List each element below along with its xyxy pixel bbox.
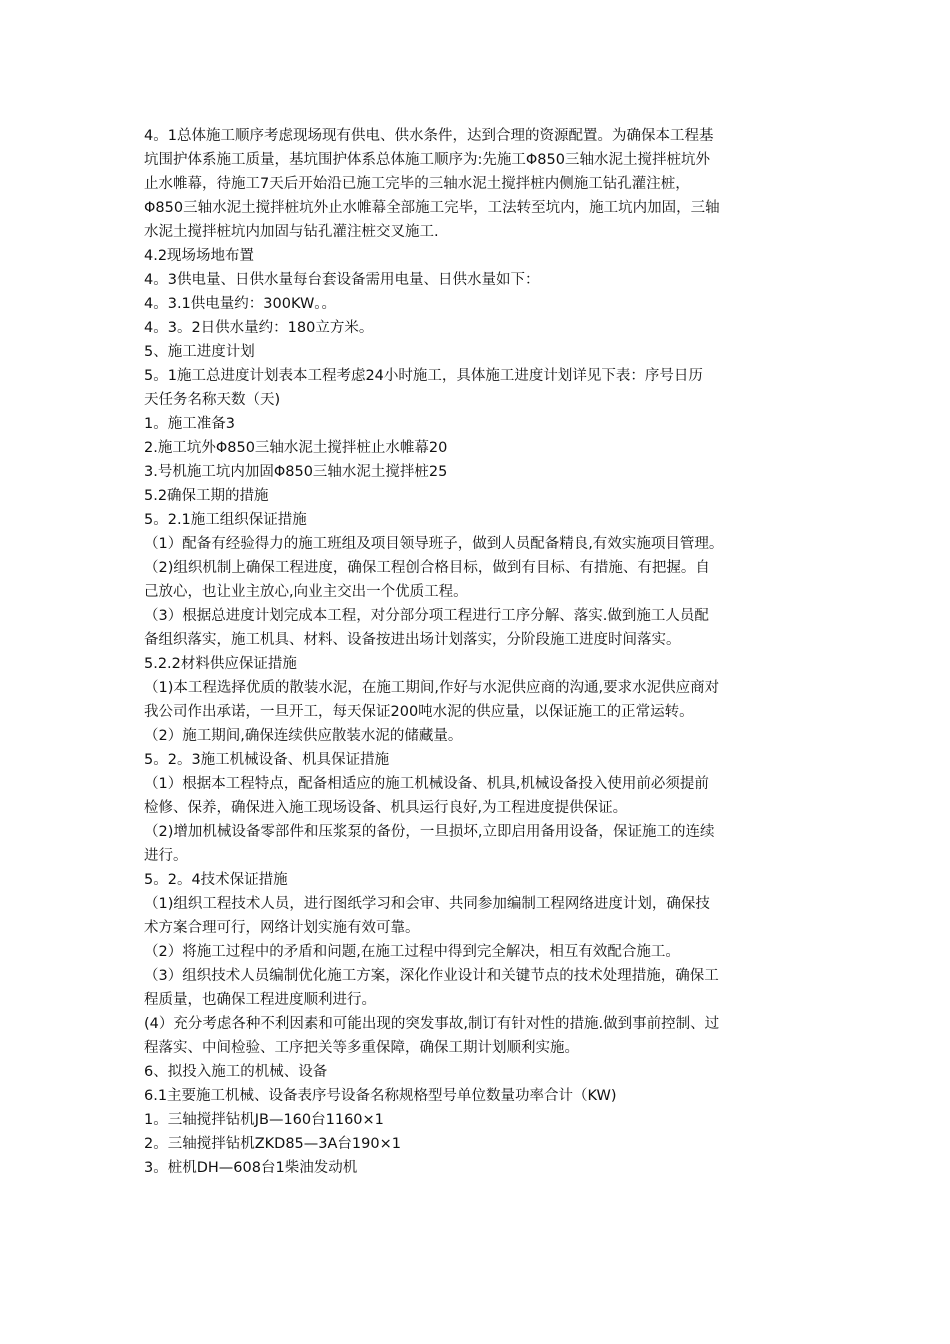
text-line: 4。3供电量、日供水量每台套设备需用电量、日供水量如下： [144,272,540,288]
text-line: 3.号机施工坑内加固Φ850三轴水泥土搅拌桩25 [144,464,448,480]
text-line: 水泥土搅拌桩坑内加固与钻孔灌注桩交叉施工. [144,224,439,240]
text-line: （1）配备有经验得力的施工班组及项目领导班子，做到人员配备精良,有效实施项目管理。 [144,536,724,552]
text-line: 止水帷幕，待施工7天后开始沿已施工完毕的三轴水泥土搅拌桩内侧施工钻孔灌注桩， [144,176,690,192]
text-line: 进行。 [144,848,188,864]
text-line: （2）施工期间,确保连续供应散装水泥的储藏量。 [144,728,463,744]
text-line: （3）根据总进度计划完成本工程，对分部分项工程进行工序分解、落实.做到施工人员配 [144,608,709,624]
text-line: Φ850三轴水泥土搅拌桩坑外止水帷幕全部施工完毕，工法转至坑内，施工坑内加固，三轴 [144,200,720,216]
text-line: （2)组织机制上确保工程进度，确保工程创合格目标，做到有目标、有措施、有把握。自 [144,560,710,576]
text-line: 4。1总体施工顺序考虑现场现有供电、供水条件，达到合理的资源配置。为确保本工程基 [144,128,714,144]
section-heading: 5。2.1施工组织保证措施 [144,512,307,528]
text-line: 程落实、中间检验、工序把关等多重保障，确保工期计划顺利实施。 [144,1040,579,1056]
text-line: 检修、保养，确保进入施工现场设备、机具运行良好,为工程进度提供保证。 [144,800,628,816]
text-line: 4。3.1供电量约：300KW。。 [144,296,337,312]
text-line: 备组织落实，施工机具、材料、设备按进出场计划落实，分阶段施工进度时间落实。 [144,632,681,648]
text-line: 3。桩机DH—608台1柴油发动机 [144,1160,358,1176]
section-heading: 5。2。4技术保证措施 [144,872,288,888]
text-line: 1。三轴搅拌钻机JB—160台1160×1 [144,1112,384,1128]
text-line: (4）充分考虑各种不利因素和可能出现的突发事故,制订有针对性的措施.做到事前控制、过 [144,1016,720,1032]
section-heading: 5.2确保工期的措施 [144,488,269,504]
text-line: 5。1施工总进度计划表本工程考虑24小时施工，具体施工进度计划详见下表：序号日历 [144,368,703,384]
text-line: （2)增加机械设备零部件和压浆泵的备份，一旦损坏,立即启用备用设备，保证施工的连续 [144,824,715,840]
text-line: （2）将施工过程中的矛盾和问题,在施工过程中得到完全解决，相互有效配合施工。 [144,944,680,960]
text-line: 天任务名称天数（天) [144,392,281,408]
text-line: 2。三轴搅拌钻机ZKD85—3A台190×1 [144,1136,401,1152]
text-line: 我公司作出承诺，一旦开工，每天保证200吨水泥的供应量，以保证施工的正常运转。 [144,704,694,720]
text-line: （1）根据本工程特点，配备相适应的施工机械设备、机具,机械设备投入使用前必须提前 [144,776,709,792]
text-line: （1)组织工程技术人员，进行图纸学习和会审、共同参加编制工程网络进度计划，确保技 [144,896,710,912]
section-heading: 4.2现场场地布置 [144,248,255,264]
text-line: 1。施工准备3 [144,416,235,432]
document-page [144,124,816,1180]
text-line: 术方案合理可行，网络计划实施有效可靠。 [144,920,420,936]
text-line: 4。3。2日供水量约：180立方米。 [144,320,374,336]
section-heading: 6、拟投入施工的机械、设备 [144,1064,328,1080]
text-line: 6.1主要施工机械、设备表序号设备名称规格型号单位数量功率合计（KW) [144,1088,617,1104]
section-heading: 5。2。3施工机械设备、机具保证措施 [144,752,390,768]
text-line: 坑围护体系施工质量，基坑围护体系总体施工顺序为:先施工Φ850三轴水泥土搅拌桩坑外 [144,152,710,168]
text-line: （1)本工程选择优质的散装水泥，在施工期间,作好与水泥供应商的沟通,要求水泥供应商对 [144,680,720,696]
section-heading: 5、施工进度计划 [144,344,255,360]
text-line: 己放心，也让业主放心,向业主交出一个优质工程。 [144,584,468,600]
text-line: 程质量，也确保工程进度顺利进行。 [144,992,376,1008]
text-line: （3）组织技术人员编制优化施工方案，深化作业设计和关键节点的技术处理措施，确保工 [144,968,719,984]
text-line: 2.施工坑外Φ850三轴水泥土搅拌桩止水帷幕20 [144,440,448,456]
section-heading: 5.2.2材料供应保证措施 [144,656,297,672]
